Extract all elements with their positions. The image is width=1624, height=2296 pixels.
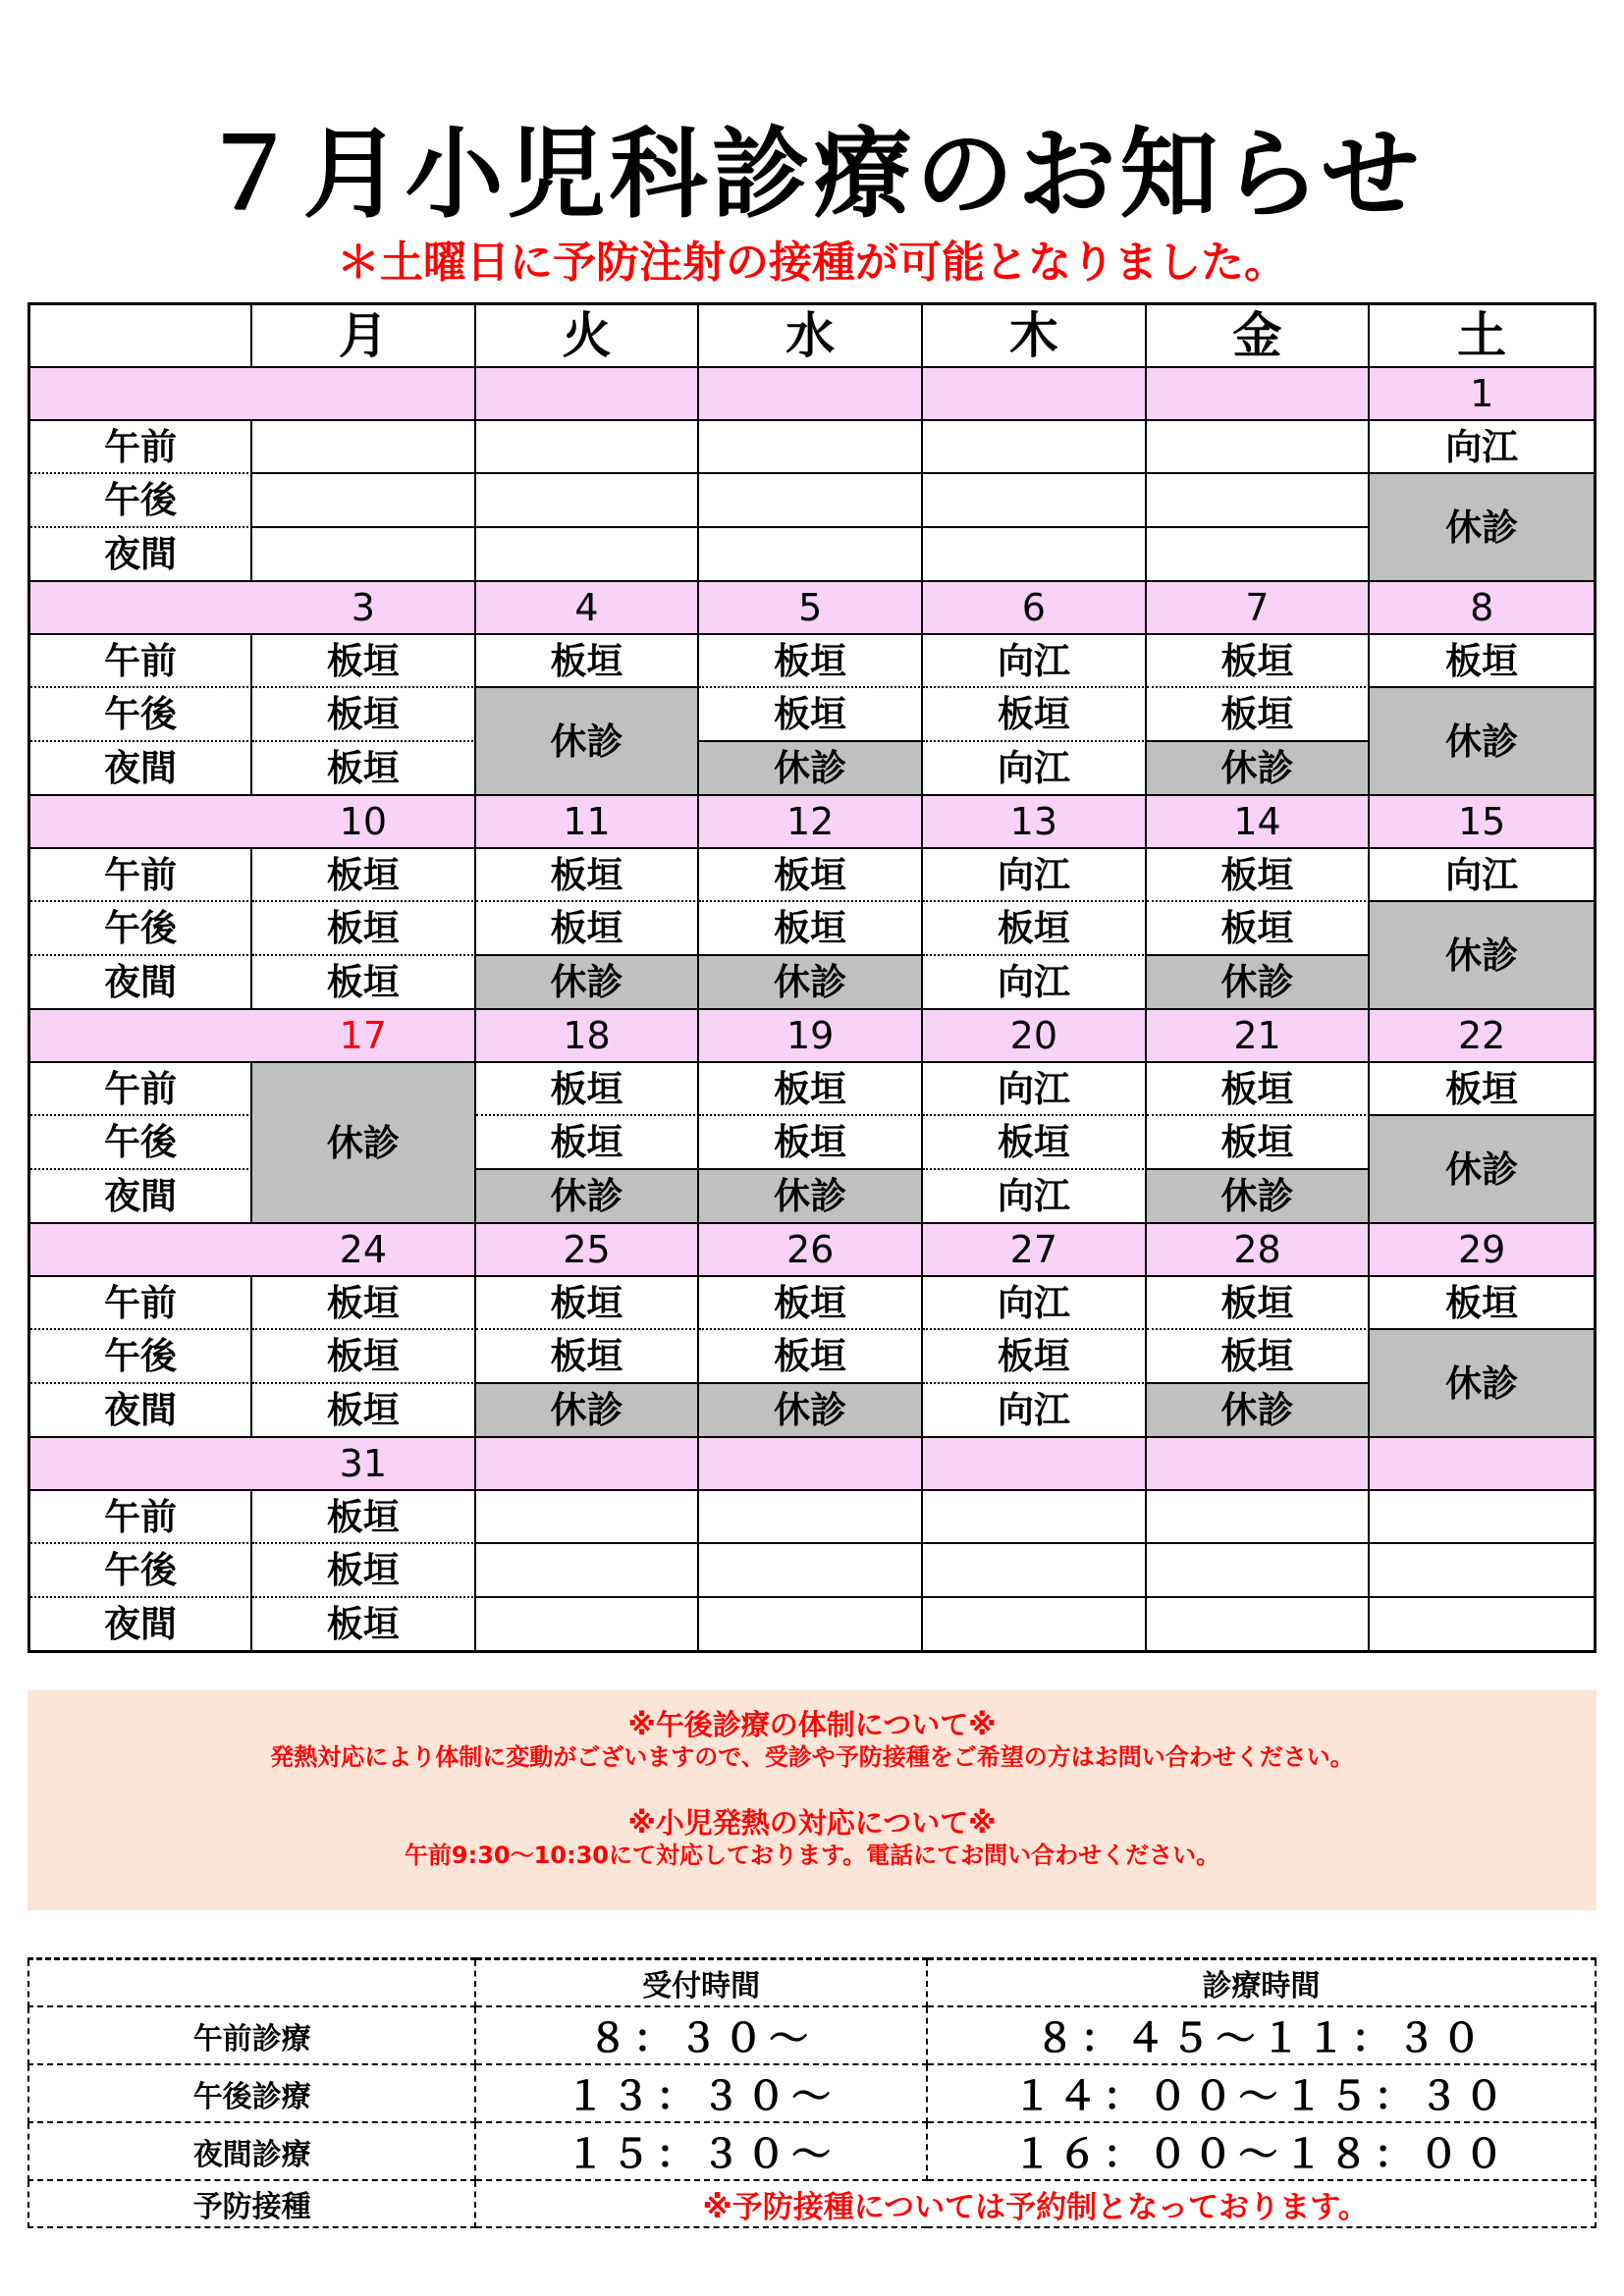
empty-cell	[252, 528, 476, 582]
date-cell-wed: 19	[699, 1010, 923, 1063]
date-cell-tue: 25	[476, 1224, 700, 1277]
date-cell-fri: 28	[1147, 1224, 1371, 1277]
empty-cell	[476, 1491, 700, 1544]
empty-cell	[699, 528, 923, 582]
closed-cell: 休診	[476, 1384, 700, 1438]
date-cell-fri: 7	[1147, 582, 1371, 635]
doctor-cell: 板垣	[699, 902, 923, 956]
doctor-cell: 向江	[923, 1063, 1147, 1116]
closed-cell: 休診	[1370, 1330, 1594, 1438]
empty-cell	[1370, 1544, 1594, 1598]
closed-cell: 休診	[1147, 1170, 1371, 1224]
doctor-cell: 板垣	[1147, 1330, 1371, 1384]
doctor-cell: 板垣	[1147, 1277, 1371, 1330]
period-label-night: 夜間	[30, 956, 252, 1010]
hours-header-row	[28, 1959, 1596, 2007]
empty-cell	[699, 474, 923, 528]
date-cell-sat: 29	[1370, 1224, 1594, 1277]
doctor-cell: 板垣	[252, 902, 476, 956]
week-date-row-label	[30, 1438, 252, 1491]
doctor-cell: 板垣	[252, 956, 476, 1010]
closed-cell: 休診	[699, 1384, 923, 1438]
empty-cell	[1147, 421, 1371, 474]
empty-cell	[252, 474, 476, 528]
empty-cell	[252, 421, 476, 474]
reception-time: ８：３０～	[475, 2006, 926, 2064]
date-cell-mon	[252, 368, 476, 421]
period-label-night: 夜間	[30, 528, 252, 582]
date-cell-mon: 31	[252, 1438, 476, 1491]
hours-row	[28, 2122, 1596, 2180]
period-label-pm: 午後	[30, 688, 252, 742]
closed-cell: 休診	[476, 956, 700, 1010]
notice-box	[27, 1690, 1597, 1910]
date-cell-wed	[699, 368, 923, 421]
period-label-night: 夜間	[30, 1170, 252, 1224]
date-cell-mon: 10	[252, 796, 476, 849]
date-cell-mon: 24	[252, 1224, 476, 1277]
closed-cell: 休診	[1370, 1116, 1594, 1224]
date-cell-sat: 8	[1370, 582, 1594, 635]
empty-cell	[476, 1544, 700, 1598]
period-label-am: 午前	[30, 421, 252, 474]
doctor-cell: 板垣	[252, 1598, 476, 1652]
empty-cell	[476, 528, 700, 582]
doctor-cell: 板垣	[252, 1384, 476, 1438]
closed-cell: 休診	[1147, 1384, 1371, 1438]
date-cell-tue	[476, 368, 700, 421]
weekday-header-thu: 木	[923, 305, 1147, 368]
date-cell-wed: 12	[699, 796, 923, 849]
empty-cell	[1147, 1598, 1371, 1652]
doctor-cell: 板垣	[476, 1330, 700, 1384]
closed-cell: 休診	[1147, 742, 1371, 796]
consultation-time: ８：４５～１１：３０	[927, 2006, 1596, 2064]
closed-cell: 休診	[1370, 688, 1594, 796]
empty-cell	[923, 474, 1147, 528]
vaccination-label: 予防接種	[28, 2180, 475, 2227]
doctor-cell: 板垣	[923, 1330, 1147, 1384]
empty-cell	[699, 421, 923, 474]
date-cell-wed: 26	[699, 1224, 923, 1277]
weekday-header-fri: 金	[1147, 305, 1371, 368]
vaccination-row	[28, 2180, 1596, 2227]
weekday-header-tue: 火	[476, 305, 700, 368]
doctor-cell: 板垣	[1147, 635, 1371, 688]
doctor-cell: 板垣	[252, 1544, 476, 1598]
doctor-cell: 向江	[923, 635, 1147, 688]
doctor-cell: 板垣	[1147, 849, 1371, 902]
date-cell-tue: 11	[476, 796, 700, 849]
notice-heading-afternoon: ※午後診療の体制について※	[627, 1708, 997, 1741]
date-cell-thu: 6	[923, 582, 1147, 635]
empty-cell	[1147, 1544, 1371, 1598]
doctor-cell: 板垣	[252, 635, 476, 688]
period-label-am: 午前	[30, 1491, 252, 1544]
empty-cell	[1147, 474, 1371, 528]
doctor-cell: 板垣	[1370, 1063, 1594, 1116]
week-date-row-label	[30, 1010, 252, 1063]
date-cell-thu: 13	[923, 796, 1147, 849]
page-title: ７月小児科診療のお知らせ	[200, 117, 1424, 232]
consultation-time: １６：００～１８：００	[927, 2122, 1596, 2180]
weekday-header-sat: 土	[1370, 305, 1594, 368]
doctor-cell: 向江	[923, 1170, 1147, 1224]
doctor-cell: 板垣	[1147, 688, 1371, 742]
date-cell-thu	[923, 1438, 1147, 1491]
doctor-cell: 板垣	[1370, 1277, 1594, 1330]
date-cell-thu: 27	[923, 1224, 1147, 1277]
notice-heading-fever: ※小児発熱の対応について※	[627, 1806, 997, 1840]
closed-cell: 休診	[699, 1170, 923, 1224]
period-label-night: 夜間	[30, 742, 252, 796]
empty-cell	[476, 474, 700, 528]
period-label-pm: 午後	[30, 1330, 252, 1384]
closed-cell: 休診	[476, 688, 700, 796]
reception-time: １５：３０～	[475, 2122, 926, 2180]
date-cell-sat: 15	[1370, 796, 1594, 849]
reception-time: １３：３０～	[475, 2064, 926, 2122]
doctor-cell: 板垣	[699, 1063, 923, 1116]
period-label-am: 午前	[30, 849, 252, 902]
closed-cell: 休診	[699, 742, 923, 796]
hours-header-blank	[28, 1959, 475, 2007]
empty-cell	[1370, 1491, 1594, 1544]
empty-cell	[923, 528, 1147, 582]
weekday-header-mon: 月	[252, 305, 476, 368]
date-cell-thu: 20	[923, 1010, 1147, 1063]
doctor-cell: 向江	[923, 1384, 1147, 1438]
doctor-cell: 板垣	[252, 1491, 476, 1544]
empty-cell	[1370, 1598, 1594, 1652]
week-date-row-label	[30, 368, 252, 421]
doctor-cell: 板垣	[476, 849, 700, 902]
doctor-cell: 向江	[923, 1277, 1147, 1330]
period-label-night: 夜間	[30, 1598, 252, 1652]
closed-cell: 休診	[252, 1063, 476, 1224]
monthly-schedule-table	[27, 302, 1597, 1653]
period-label-pm: 午後	[30, 1544, 252, 1598]
hours-row	[28, 2064, 1596, 2122]
doctor-cell: 向江	[923, 849, 1147, 902]
doctor-cell: 板垣	[699, 1277, 923, 1330]
doctor-cell: 板垣	[923, 688, 1147, 742]
doctor-cell: 板垣	[252, 1277, 476, 1330]
doctor-cell: 板垣	[923, 902, 1147, 956]
header-corner	[30, 305, 252, 368]
period-label-am: 午前	[30, 1277, 252, 1330]
doctor-cell: 板垣	[252, 688, 476, 742]
doctor-cell: 板垣	[476, 1277, 700, 1330]
date-cell-fri: 14	[1147, 796, 1371, 849]
notice-body-afternoon: 発熱対応により体制に変動がございますので、受診や予防接種をご希望の方はお問い合わせください。	[270, 1743, 1354, 1771]
empty-cell	[476, 1598, 700, 1652]
consultation-time-header: 診療時間	[927, 1959, 1596, 2007]
hours-row-label: 夜間診療	[28, 2122, 475, 2180]
doctor-cell: 板垣	[699, 635, 923, 688]
empty-cell	[923, 1598, 1147, 1652]
vaccination-reservation-note: ※予防接種については予約制となっております。	[475, 2180, 1596, 2227]
closed-cell: 休診	[476, 1170, 700, 1224]
date-cell-sat	[1370, 1438, 1594, 1491]
consultation-time: １４：００～１５：３０	[927, 2064, 1596, 2122]
empty-cell	[476, 421, 700, 474]
period-label-pm: 午後	[30, 474, 252, 528]
doctor-cell: 板垣	[1147, 1116, 1371, 1170]
week-date-row-label	[30, 582, 252, 635]
doctor-cell: 板垣	[1147, 902, 1371, 956]
period-label-am: 午前	[30, 635, 252, 688]
date-cell-mon: 17	[252, 1010, 476, 1063]
empty-cell	[699, 1491, 923, 1544]
empty-cell	[923, 421, 1147, 474]
empty-cell	[1147, 528, 1371, 582]
doctor-cell: 向江	[923, 956, 1147, 1010]
date-cell-tue: 18	[476, 1010, 700, 1063]
doctor-cell: 板垣	[476, 635, 700, 688]
doctor-cell: 板垣	[476, 1063, 700, 1116]
period-label-night: 夜間	[30, 1384, 252, 1438]
date-cell-fri	[1147, 1438, 1371, 1491]
doctor-cell: 板垣	[252, 849, 476, 902]
date-cell-fri: 21	[1147, 1010, 1371, 1063]
reception-time-header: 受付時間	[475, 1959, 926, 2007]
notice-body-fever: 午前9:30～10:30にて対応しております。電話にてお問い合わせください。	[404, 1842, 1220, 1869]
hours-row-label: 午後診療	[28, 2064, 475, 2122]
doctor-cell: 向江	[1370, 421, 1594, 474]
week-date-row-label	[30, 1224, 252, 1277]
date-cell-wed: 5	[699, 582, 923, 635]
date-cell-tue	[476, 1438, 700, 1491]
doctor-cell: 板垣	[476, 902, 700, 956]
week-date-row-label	[30, 796, 252, 849]
date-cell-wed	[699, 1438, 923, 1491]
hours-row	[28, 2006, 1596, 2064]
weekday-header-wed: 水	[699, 305, 923, 368]
date-cell-mon: 3	[252, 582, 476, 635]
doctor-cell: 板垣	[252, 1330, 476, 1384]
doctor-cell: 板垣	[699, 1116, 923, 1170]
doctor-cell: 板垣	[476, 1116, 700, 1170]
date-cell-tue: 4	[476, 582, 700, 635]
doctor-cell: 板垣	[1147, 1063, 1371, 1116]
saturday-vaccination-notice: ＊土曜日に予防注射の接種が可能となりました。	[337, 238, 1287, 288]
closed-cell: 休診	[699, 956, 923, 1010]
empty-cell	[923, 1544, 1147, 1598]
empty-cell	[923, 1491, 1147, 1544]
period-label-am: 午前	[30, 1063, 252, 1116]
date-cell-thu	[923, 368, 1147, 421]
empty-cell	[1147, 1491, 1371, 1544]
doctor-cell: 板垣	[699, 1330, 923, 1384]
date-cell-sat: 1	[1370, 368, 1594, 421]
date-cell-fri	[1147, 368, 1371, 421]
doctor-cell: 板垣	[923, 1116, 1147, 1170]
period-label-pm: 午後	[30, 1116, 252, 1170]
doctor-cell: 板垣	[252, 742, 476, 796]
hours-row-label: 午前診療	[28, 2006, 475, 2064]
doctor-cell: 板垣	[699, 849, 923, 902]
closed-cell: 休診	[1370, 902, 1594, 1010]
consultation-hours-table	[27, 1957, 1597, 2228]
date-cell-sat: 22	[1370, 1010, 1594, 1063]
empty-cell	[699, 1544, 923, 1598]
period-label-pm: 午後	[30, 902, 252, 956]
closed-cell: 休診	[1147, 956, 1371, 1010]
doctor-cell: 向江	[923, 742, 1147, 796]
closed-cell: 休診	[1370, 474, 1594, 582]
empty-cell	[699, 1598, 923, 1652]
doctor-cell: 板垣	[699, 688, 923, 742]
doctor-cell: 板垣	[1370, 635, 1594, 688]
doctor-cell: 向江	[1370, 849, 1594, 902]
